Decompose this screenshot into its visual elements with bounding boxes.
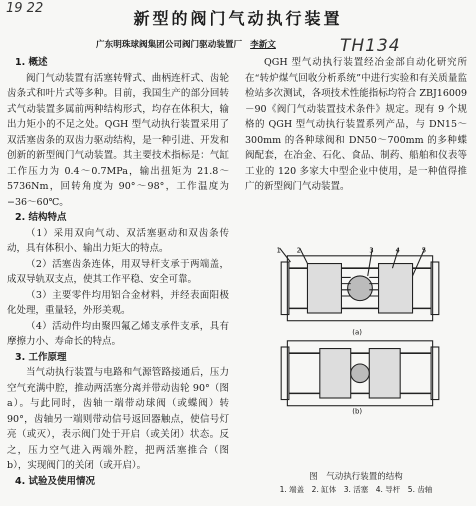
piston-right <box>379 264 413 313</box>
author-line <box>96 38 276 50</box>
article-title: 新型的阀门气动执行装置 <box>133 9 343 28</box>
list-item: （3）主要零件均用铝合金材料，并经表面阳极化处理，重量轻，外形美观。 <box>7 289 229 316</box>
affiliation: 广东明珠球阀集团公司阀门驱动装置厂 <box>96 40 243 50</box>
callout-label: 4 <box>395 246 400 255</box>
left-column <box>7 55 229 489</box>
author-name: 李新文 <box>250 40 276 50</box>
paragraph: QGH 型气动执行装置经冶金部自动化研究所在“转炉煤气回收分析系统”中进行实验和有关质量监检站多次测试，各项技术性能指标均符合 ZBJ16009－90《阀门气动装置技术条件》规定。现有 9 个规格的 QGH 型气动执行装置系列产品，与 DN15～300mm 的各种球阀和 DN50～700mm 的多种蝶阀配套，在冶金、石化、食品、制药、船舶和仪表等工业的 120 多家大中型企业中使用，是一种值得推广的新型阀门气动装置。 <box>245 57 467 192</box>
figure-caption: 图 气动执行装置的结构 <box>309 472 403 482</box>
paragraph: 阀门气动装置有活塞转臂式、曲柄连杆式、齿轮齿条式和叶片式等多种。目前，我国生产的部分回转式气动装置多属前两种结构形式，均存在体积大，输出力矩小的不足之处。QGH 型气动执行装置采用了双活塞齿条的双齿力驱动结构，是一种引进、开发和创新的新型阀门气动装置。其主要技术指标是：气缸工作压力为 0.4～0.7MPa，输出扭矩为 21.8～5736Nm，回转角度为 90°～98°，工作温度为 −36～60℃。 <box>7 72 229 208</box>
section-heading: 4. 试验及使用情况 <box>15 475 96 487</box>
list-item: （2）活塞齿条连体，用双导杆支承于两端盖，成双导轨双支点，使其工作平稳、安全可靠。 <box>7 258 229 285</box>
paragraph: 当气动执行装置与电路和气源管路接通后，压力空气充满中腔，推动两活塞分离并带动齿轮 90°（图 a）。与此同时，齿轴一端带动球阀（或蝶阀）转 90°，齿轴另一端则带动信号返回器触点，使信号灯亮（或灭），表示阀门处于开启（或关闭）状态。反之，压力空气进入两端外腔，把两活塞推合（图 b），实现阀门的关闭（或开启）。 <box>7 367 229 471</box>
callout-label: 1 <box>276 246 281 255</box>
section-heading: 2. 结构特点 <box>15 212 67 223</box>
actuator-structure-diagram <box>252 245 468 415</box>
handwritten-classification-code: TH134 <box>340 36 401 56</box>
piston-left <box>320 349 351 398</box>
figure-legend: 1. 端盖 2. 缸体 3. 活塞 4. 导杆 5. 齿轴 <box>279 485 433 494</box>
section-heading: 3. 工作原理 <box>15 351 67 363</box>
right-column <box>245 55 467 195</box>
panel-label-a: (a) <box>352 328 362 337</box>
gear-shaft <box>351 364 370 383</box>
callout-label: 2 <box>296 246 302 255</box>
callout-label: 3 <box>369 246 374 255</box>
panel-label-b: (b) <box>352 407 363 415</box>
callout-label: 5 <box>421 246 427 255</box>
list-item: （4）活动件均由聚四氟乙烯支承件支承，具有摩擦力小、寿命长的特点。 <box>7 320 229 347</box>
piston-left <box>307 264 341 313</box>
section-heading: 1. 概述 <box>15 57 48 68</box>
page-number-mark: 19 22 <box>6 1 44 16</box>
piston-right <box>369 349 400 398</box>
gear-shaft <box>348 276 373 301</box>
list-item: （1）采用双向气动、双活塞驱动和双齿条传动，具有体积小、输出力矩大的特点。 <box>7 227 229 254</box>
